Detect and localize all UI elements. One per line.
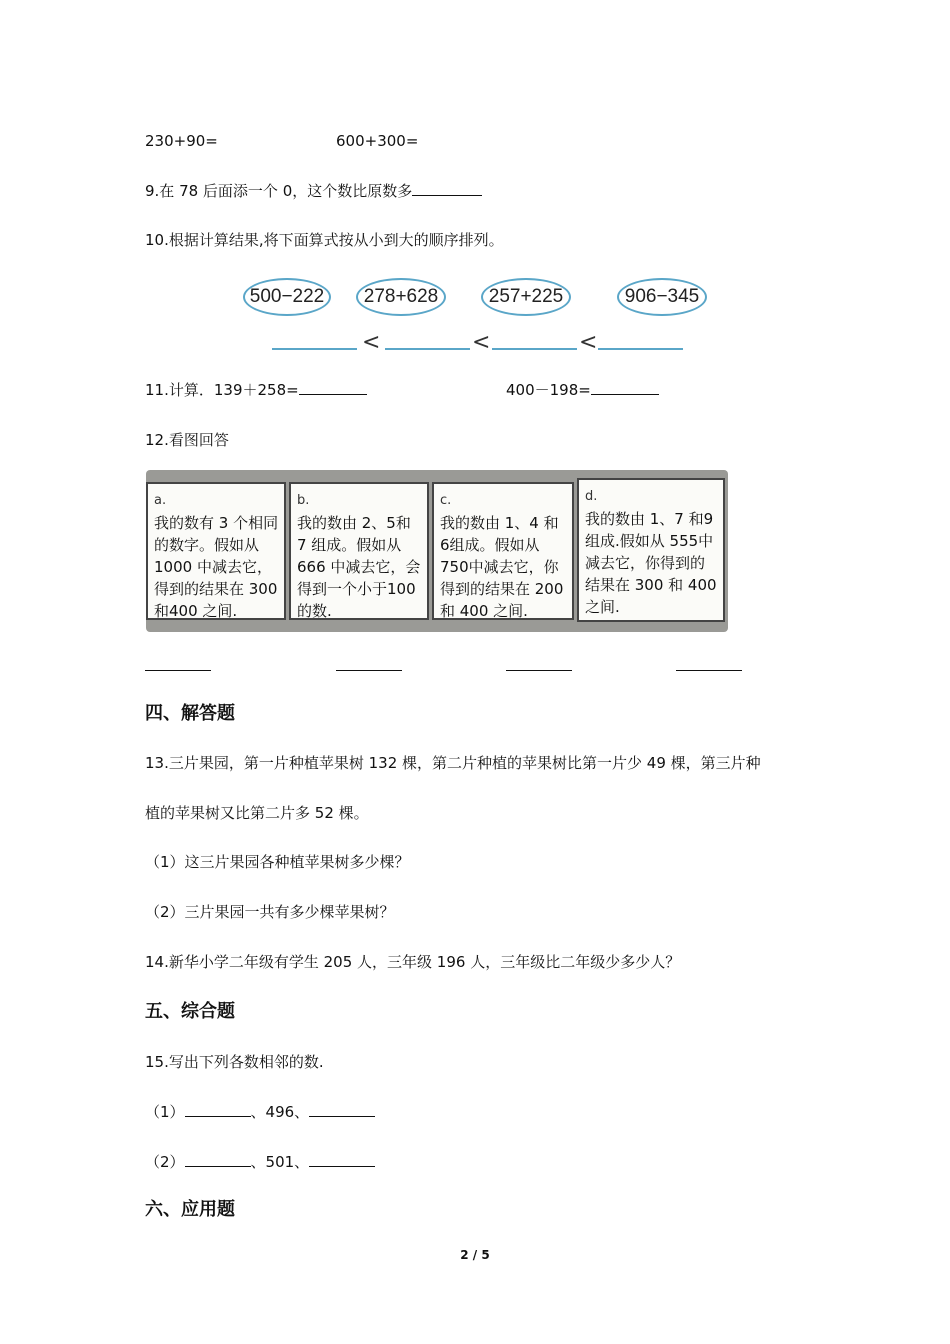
q13-sub-2: （2）三片果园一共有多少棵苹果树？ [145,903,395,921]
card-letter-d: d. [585,489,598,504]
answer-blank[interactable] [412,195,482,196]
answer-blank[interactable] [591,394,659,395]
answer-blank[interactable] [185,1166,251,1167]
q10-text: 10.根据计算结果,将下面算式按从小到大的顺序排列。 [145,231,504,249]
q13-sub-1: （1）这三片果园各种植苹果树多少棵？ [145,853,410,871]
card-text-d: 我的数由 1、7 和9 组成.假如从 555中减去它，你得到的结果在 300 和 400之间. [585,510,717,616]
card-answer-blank-b[interactable] [336,670,402,671]
order-blank-2[interactable] [385,348,470,350]
order-blank-3[interactable] [492,348,577,350]
q8-expr-2: 600+300= [336,132,419,150]
expression-oval-3: 257+225 [481,278,571,316]
q15-row-1: （1） 、496、 [145,1102,375,1122]
q11-part-2: 400－198= [506,380,659,400]
card-answer-blank-c[interactable] [506,670,572,671]
q14-text: 14.新华小学二年级有学生 205 人，三年级 196 人，三年级比二年级少多少人？ [145,953,681,971]
page-number: 2 / 5 [460,1248,490,1262]
section-5-heading: 五、综合题 [145,1001,235,1022]
answer-blank[interactable] [299,394,367,395]
clue-card-b [289,482,429,620]
q15-text: 15.写出下列各数相邻的数. [145,1053,324,1071]
card-letter-b: b. [297,493,310,508]
q8-expr-1: 230+90= [145,132,218,150]
q11-part-1: 11.计算．139＋258= [145,380,367,400]
q13-line-1: 13.三片果园，第一片种植苹果树 132 棵，第二片种植的苹果树比第一片少 49 棵，第三片种 [145,754,761,772]
order-blank-1[interactable] [272,348,357,350]
clue-card-a [146,482,286,620]
card-text-c: 我的数由 1、4 和 6组成。假如从 750中减去它，你得到的结果在 200和 400 之间. [440,514,564,620]
expression-oval-1: 500−222 [243,278,331,316]
card-letter-a: a. [154,493,167,508]
answer-blank[interactable] [309,1116,375,1117]
q9-text: 9.在 78 后面添一个 0，这个数比原数多 [145,181,482,201]
clue-card-c [432,482,574,620]
q15-row-2: （2） 、501、 [145,1152,375,1172]
answer-blank[interactable] [309,1166,375,1167]
q12-text: 12.看图回答 [145,431,229,449]
order-blank-4[interactable] [598,348,683,350]
expression-oval-4: 906−345 [617,278,707,316]
clue-card-d [577,478,725,622]
less-than-sign-2: < [472,330,491,355]
section-6-heading: 六、应用题 [145,1199,235,1220]
expression-oval-2: 278+628 [356,278,446,316]
card-letter-c: c. [440,493,452,508]
less-than-sign-1: < [362,330,381,355]
card-text-a: 我的数有 3 个相同的数字。假如从1000 中减去它，得到的结果在 300 和400 之间. [154,514,279,620]
q13-line-2: 植的苹果树又比第二片多 52 棵。 [145,804,369,822]
card-answer-blank-a[interactable] [145,670,211,671]
card-answer-blank-d[interactable] [676,670,742,671]
section-4-heading: 四、解答题 [145,703,235,724]
less-than-sign-3: < [579,330,598,355]
card-text-b: 我的数由 2、5和 7 组成。假如从666 中减去它，会得到一个小于100 的数. [297,514,421,620]
answer-blank[interactable] [185,1116,251,1117]
